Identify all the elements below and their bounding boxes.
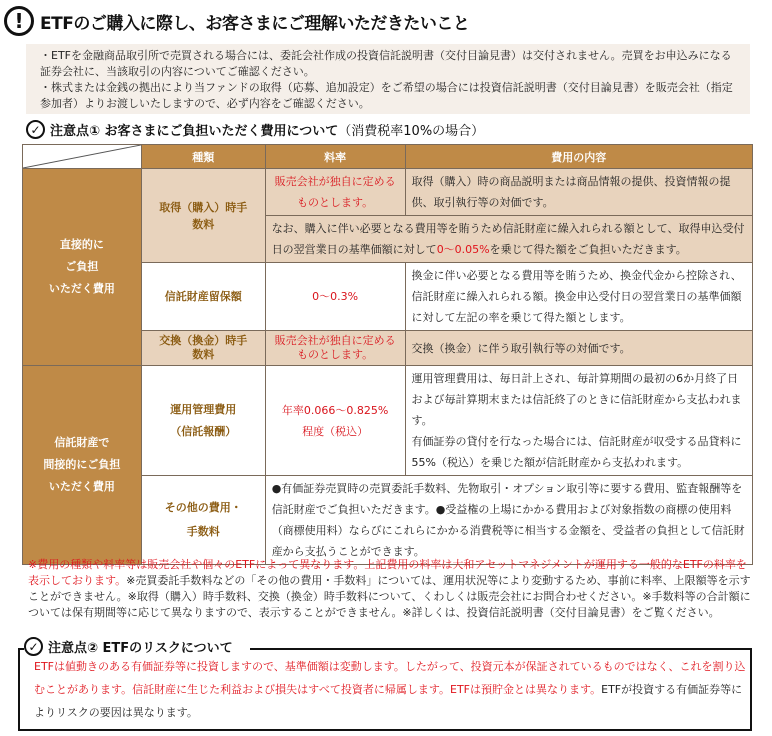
kind-label-line: 運用管理費用: [170, 402, 237, 416]
risk-text-black: ETFが投資する有価証券等によりリスクの要因は異なります。: [34, 683, 743, 719]
kind-trust-reserve: 信託財産留保額: [141, 263, 265, 331]
intro-item: ・ETFを金融商品取引所で売買される場合には、委託会社作成の投資信託説明書（交付目論見書）は交付されません。売買をお申込みになる証券会社に、当該取引の内容についてご確認ください。: [40, 49, 732, 78]
section2-title: 注意点② ETFのリスクについて: [48, 641, 233, 656]
desc-purchase-extra: [265, 216, 752, 263]
rate-purchase-fee: 販売会社が独自に定めるものとします。: [265, 169, 405, 216]
header-kind: 種類: [141, 145, 265, 169]
kind-label-line: その他の費用・: [164, 501, 242, 514]
header-content: 費用の内容: [405, 145, 752, 169]
desc-purchase-fee: 取得（購入）時の商品説明または商品情報の提供、投資情報の提供、取引執行等の対価です。: [405, 169, 752, 216]
rate-exchange-fee: 販売会社が独自に定めるものとします。: [265, 331, 405, 366]
desc-other-fees: ●有価証券売買時の売買委託手数料、先物取引・オプション取引等に要する費用、監査報酬等を信託財産でご負担いただきます。●受益権の上場にかかる費用および対象指数の商標の使用料（商標使用料）ならびにこれらにかかる消費税等に相当する金額を、受益者の負担として信託財産から支払うことができます。: [265, 476, 752, 565]
extra-text: なお、購入に伴い必要となる費用等を賄うため信託財産に繰入れられる額として、取得申込受付日の翌営業日の基準価額に対して: [271, 222, 745, 256]
page-title: ETFのご購入に際し、お客さまにご理解いただきたいこと: [40, 13, 470, 34]
fee-note-red: ※費用の種類や料率等は販売会社や個々のETFによって異なります。上記費用の料率は大和アセットマネジメントが運用する一般的なETFの料率を表示しております。: [28, 558, 747, 587]
desc-management-fee: [405, 366, 752, 476]
desc-trust-reserve: 換金に伴い必要となる費用等を賄うため、換金代金から控除され、信託財産に繰入れられる額。換金申込受付日の翌営業日の基準価額に対して左記の率を乗じて得た額とします。: [405, 263, 752, 331]
extra-rate-highlight: 0～0.05%: [436, 243, 490, 256]
corner-cell: [23, 145, 142, 169]
kind-label: 取得（購入）時手数料: [159, 200, 248, 231]
fee-table: [22, 144, 753, 565]
group-label-line: 直接的に: [59, 238, 104, 251]
kind-management-fee: [141, 366, 265, 476]
desc-line: 運用管理費用は、毎日計上され、毎計算期間の最初の6か月終了日および毎計算期末または信託終了のときに信託財産から支払われます。: [411, 372, 742, 427]
group-indirect-cost: [23, 366, 142, 565]
group-label-line: いただく費用: [48, 282, 115, 295]
rate-line: 年率0.066～0.825%: [281, 403, 389, 417]
risk-box-top-border: [250, 648, 752, 650]
table-row: [23, 169, 753, 216]
header-rate: 料率: [265, 145, 405, 169]
rate-trust-reserve: 0～0.3%: [265, 263, 405, 331]
risk-text: [34, 655, 746, 724]
page-header: [4, 4, 469, 38]
intro-item: ・株式または金銭の拠出により当ファンドの取得（応募、追加設定）をご希望の場合には投資信託説明書（交付目論見書）を販売会社（指定参加者）よりお渡しいたしますので、必ず内容をご確認ください。: [40, 81, 733, 110]
desc-line: 有価証券の貸付を行なった場合には、信託財産が収受する品貸料に55%（税込）を乗じた額が信託財産から支払われます。: [411, 435, 742, 469]
table-row: [23, 366, 753, 476]
kind-label-line: （信託報酬）: [170, 424, 237, 438]
desc-exchange-fee: 交換（換金）に伴う取引執行等の対価です。: [405, 331, 752, 366]
risk-text-red: ETFは値動きのある有価証券等に投資しますので、基準価額は変動します。したがって、投資元本が保証されているものではなく、これを割り込むことがあります。信託財産に生じた利益および損失はすべて投資者に帰属します。ETFは預貯金とは異なります。: [34, 660, 746, 696]
section1-subtitle: （消費税率10%の場合）: [338, 124, 485, 139]
exclamation-circle-icon: !: [4, 6, 34, 36]
fee-notes: [28, 557, 752, 621]
section1-heading: [26, 120, 484, 139]
group-label-line: ご負担: [65, 260, 99, 273]
kind-exchange-fee: 交換（換金）時手数料: [141, 331, 265, 366]
kind-purchase-fee: [141, 169, 265, 263]
section1-title: 注意点① お客さまにご負担いただく費用について: [50, 124, 339, 139]
rate-line: 程度（税込）: [302, 424, 369, 438]
check-circle-icon: ✓: [24, 637, 43, 656]
extra-text: を乗じて得た額をご負担いただきます。: [489, 243, 687, 256]
kind-other-fees: [141, 476, 265, 565]
section2-heading: [24, 637, 239, 656]
rate-management-fee: [265, 366, 405, 476]
kind-label-line: 手数料: [186, 525, 220, 538]
intro-notice: [26, 44, 750, 114]
group-label-line: いただく費用: [48, 480, 115, 493]
group-direct-cost: [23, 169, 142, 366]
fee-note-black: ※売買委託手数料などの「その他の費用・手数料」については、運用状況等により変動するため、事前に料率、上限額等を示すことができません。※取得（購入）時手数料、交換（換金）時手数料について、くわしくは販売会社にお問合わせください。※手数料等の合計額については保有期間等に応じて異なりますので、表示することができません。※詳しくは、投資信託説明書（交付目論見書）をご覧ください。: [28, 574, 751, 619]
group-label-line: 間接的にご負担: [43, 458, 121, 471]
group-label-line: 信託財産で: [54, 436, 110, 449]
table-header-row: [23, 145, 753, 169]
check-circle-icon: ✓: [26, 120, 45, 139]
